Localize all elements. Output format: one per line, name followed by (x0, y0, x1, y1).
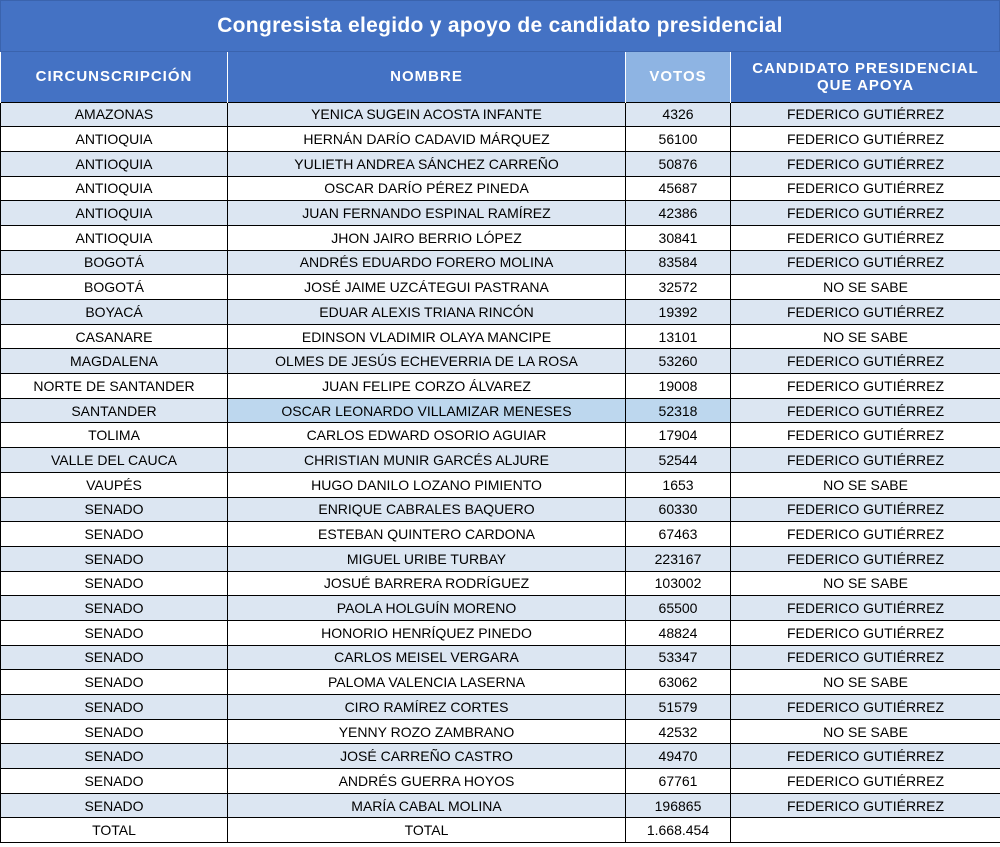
table-row (1, 546, 1000, 571)
cell-nombre[interactable]: OSCAR DARÍO PÉREZ PINEDA (228, 176, 626, 201)
table-row (1, 398, 1000, 423)
cell-nombre[interactable]: MARÍA CABAL MOLINA (228, 793, 626, 818)
table-row (1, 102, 1000, 127)
cell-candidato[interactable]: FEDERICO GUTIÉRREZ (731, 398, 1000, 423)
table-row (1, 719, 1000, 744)
cell-nombre[interactable]: CHRISTIAN MUNIR GARCÉS ALJURE (228, 448, 626, 473)
cell-candidato[interactable]: FEDERICO GUTIÉRREZ (731, 102, 1000, 127)
cell-votos[interactable]: 51579 (626, 695, 731, 720)
cell-circunscripcion[interactable]: SENADO (1, 596, 228, 621)
cell-candidato[interactable]: NO SE SABE (731, 719, 1000, 744)
cell-candidato[interactable]: FEDERICO GUTIÉRREZ (731, 300, 1000, 325)
cell-circunscripcion[interactable]: MAGDALENA (1, 349, 228, 374)
cell-nombre[interactable]: OLMES DE JESÚS ECHEVERRIA DE LA ROSA (228, 349, 626, 374)
table-row (1, 448, 1000, 473)
cell-candidato[interactable]: FEDERICO GUTIÉRREZ (731, 695, 1000, 720)
cell-votos[interactable]: 30841 (626, 225, 731, 250)
cell-nombre[interactable]: ESTEBAN QUINTERO CARDONA (228, 522, 626, 547)
cell-nombre[interactable]: CARLOS MEISEL VERGARA (228, 645, 626, 670)
table-row (1, 497, 1000, 522)
cell-nombre[interactable]: JHON JAIRO BERRIO LÓPEZ (228, 225, 626, 250)
cell-circunscripcion[interactable]: BOGOTÁ (1, 275, 228, 300)
cell-votos[interactable]: 45687 (626, 176, 731, 201)
table-body (1, 102, 1000, 843)
cell-nombre[interactable]: ANDRÉS EDUARDO FORERO MOLINA (228, 250, 626, 275)
cell-candidato[interactable]: FEDERICO GUTIÉRREZ (731, 423, 1000, 448)
cell-candidato[interactable]: FEDERICO GUTIÉRREZ (731, 127, 1000, 152)
cell-nombre[interactable]: OSCAR LEONARDO VILLAMIZAR MENESES (228, 398, 626, 423)
cell-circunscripcion[interactable]: ANTIOQUIA (1, 225, 228, 250)
header-nombre[interactable]: NOMBRE (228, 52, 626, 102)
cell-candidato[interactable]: NO SE SABE (731, 571, 1000, 596)
cell-circunscripcion[interactable]: SENADO (1, 571, 228, 596)
cell-candidato[interactable]: NO SE SABE (731, 324, 1000, 349)
table-row (1, 793, 1000, 818)
cell-votos[interactable]: 223167 (626, 546, 731, 571)
table-row (1, 571, 1000, 596)
cell-votos[interactable]: 4326 (626, 102, 731, 127)
cell-circunscripcion[interactable]: SENADO (1, 497, 228, 522)
cell-circunscripcion[interactable]: SENADO (1, 546, 228, 571)
cell-candidato[interactable]: FEDERICO GUTIÉRREZ (731, 349, 1000, 374)
cell-circunscripcion[interactable]: ANTIOQUIA (1, 176, 228, 201)
cell-circunscripcion[interactable]: VALLE DEL CAUCA (1, 448, 228, 473)
cell-candidato[interactable]: FEDERICO GUTIÉRREZ (731, 769, 1000, 794)
header-circunscripcion[interactable]: CIRCUNSCRIPCIÓN (1, 52, 228, 102)
cell-candidato[interactable]: NO SE SABE (731, 472, 1000, 497)
cell-nombre[interactable]: ANDRÉS GUERRA HOYOS (228, 769, 626, 794)
cell-votos[interactable]: 52544 (626, 448, 731, 473)
cell-nombre[interactable]: CARLOS EDWARD OSORIO AGUIAR (228, 423, 626, 448)
results-table (0, 52, 1000, 843)
cell-circunscripcion[interactable]: SENADO (1, 793, 228, 818)
cell-circunscripcion[interactable]: AMAZONAS (1, 102, 228, 127)
cell-circunscripcion[interactable]: SENADO (1, 769, 228, 794)
header-votos[interactable]: VOTOS (626, 52, 731, 102)
cell-nombre[interactable]: PALOMA VALENCIA LASERNA (228, 670, 626, 695)
header-row (1, 52, 1000, 102)
cell-votos[interactable]: 50876 (626, 151, 731, 176)
cell-circunscripcion[interactable]: ANTIOQUIA (1, 201, 228, 226)
cell-nombre[interactable]: JOSÉ CARREÑO CASTRO (228, 744, 626, 769)
cell-votos[interactable]: 83584 (626, 250, 731, 275)
cell-nombre[interactable]: HERNÁN DARÍO CADAVID MÁRQUEZ (228, 127, 626, 152)
cell-circunscripcion[interactable]: TOLIMA (1, 423, 228, 448)
table-row (1, 324, 1000, 349)
cell-candidato[interactable]: FEDERICO GUTIÉRREZ (731, 596, 1000, 621)
table-row (1, 374, 1000, 399)
cell-nombre[interactable]: JOSÉ JAIME UZCÁTEGUI PASTRANA (228, 275, 626, 300)
cell-nombre[interactable]: YENICA SUGEIN ACOSTA INFANTE (228, 102, 626, 127)
table-row (1, 744, 1000, 769)
cell-votos[interactable]: 17904 (626, 423, 731, 448)
cell-candidato[interactable]: FEDERICO GUTIÉRREZ (731, 225, 1000, 250)
cell-votos[interactable]: 42386 (626, 201, 731, 226)
cell-circunscripcion[interactable]: VAUPÉS (1, 472, 228, 497)
cell-circunscripcion[interactable]: BOYACÁ (1, 300, 228, 325)
cell-votos[interactable]: 196865 (626, 793, 731, 818)
cell-votos[interactable]: 103002 (626, 571, 731, 596)
cell-candidato[interactable]: FEDERICO GUTIÉRREZ (731, 201, 1000, 226)
cell-nombre[interactable]: ENRIQUE CABRALES BAQUERO (228, 497, 626, 522)
table-row (1, 151, 1000, 176)
cell-circunscripcion[interactable]: SENADO (1, 620, 228, 645)
cell-nombre[interactable]: YENNY ROZO ZAMBRANO (228, 719, 626, 744)
total-row (1, 818, 1000, 843)
cell-nombre[interactable]: YULIETH ANDREA SÁNCHEZ CARREÑO (228, 151, 626, 176)
cell-votos[interactable]: 56100 (626, 127, 731, 152)
cell-candidato[interactable]: FEDERICO GUTIÉRREZ (731, 151, 1000, 176)
cell-circunscripcion[interactable]: BOGOTÁ (1, 250, 228, 275)
cell-candidato[interactable]: FEDERICO GUTIÉRREZ (731, 448, 1000, 473)
cell-candidato[interactable]: FEDERICO GUTIÉRREZ (731, 546, 1000, 571)
cell-candidato[interactable]: FEDERICO GUTIÉRREZ (731, 744, 1000, 769)
cell-nombre[interactable]: JOSUÉ BARRERA RODRÍGUEZ (228, 571, 626, 596)
cell-circunscripcion[interactable]: SENADO (1, 522, 228, 547)
cell-candidato[interactable]: NO SE SABE (731, 275, 1000, 300)
table-row (1, 127, 1000, 152)
table-title: Congresista elegido y apoyo de candidato presidencial (0, 0, 1000, 52)
cell-nombre[interactable]: EDINSON VLADIMIR OLAYA MANCIPE (228, 324, 626, 349)
cell-circunscripcion[interactable]: ANTIOQUIA (1, 151, 228, 176)
cell-votos[interactable]: 67761 (626, 769, 731, 794)
header-candidato[interactable]: CANDIDATO PRESIDENCIAL QUE APOYA (731, 52, 1000, 102)
cell-candidato[interactable]: FEDERICO GUTIÉRREZ (731, 645, 1000, 670)
cell-candidato[interactable]: FEDERICO GUTIÉRREZ (731, 497, 1000, 522)
cell-votos[interactable]: 65500 (626, 596, 731, 621)
cell-votos[interactable]: 53260 (626, 349, 731, 374)
cell-nombre[interactable]: JUAN FELIPE CORZO ÁLVAREZ (228, 374, 626, 399)
cell-votos[interactable]: 52318 (626, 398, 731, 423)
cell-votos[interactable]: 48824 (626, 620, 731, 645)
table-row (1, 695, 1000, 720)
cell-nombre[interactable]: HUGO DANILO LOZANO PIMIENTO (228, 472, 626, 497)
cell-circunscripcion[interactable]: SANTANDER (1, 398, 228, 423)
cell-circunscripcion[interactable]: SENADO (1, 695, 228, 720)
cell-votos[interactable]: 1653 (626, 472, 731, 497)
table-row (1, 201, 1000, 226)
cell-circunscripcion[interactable]: SENADO (1, 645, 228, 670)
cell-circunscripcion[interactable]: NORTE DE SANTANDER (1, 374, 228, 399)
cell-candidato[interactable]: NO SE SABE (731, 670, 1000, 695)
cell-circunscripcion[interactable]: CASANARE (1, 324, 228, 349)
cell-circunscripcion[interactable]: ANTIOQUIA (1, 127, 228, 152)
table-row (1, 620, 1000, 645)
cell-votos[interactable]: 19392 (626, 300, 731, 325)
table-row (1, 225, 1000, 250)
table-row (1, 349, 1000, 374)
cell-nombre[interactable]: TOTAL (228, 818, 626, 843)
table-row (1, 670, 1000, 695)
table-row (1, 769, 1000, 794)
table-row (1, 472, 1000, 497)
table-row (1, 522, 1000, 547)
cell-circunscripcion[interactable]: SENADO (1, 719, 228, 744)
cell-nombre[interactable]: EDUAR ALEXIS TRIANA RINCÓN (228, 300, 626, 325)
cell-votos[interactable]: 60330 (626, 497, 731, 522)
cell-candidato[interactable]: FEDERICO GUTIÉRREZ (731, 250, 1000, 275)
cell-candidato[interactable]: FEDERICO GUTIÉRREZ (731, 793, 1000, 818)
cell-nombre[interactable]: JUAN FERNANDO ESPINAL RAMÍREZ (228, 201, 626, 226)
cell-candidato[interactable]: FEDERICO GUTIÉRREZ (731, 620, 1000, 645)
cell-votos[interactable]: 42532 (626, 719, 731, 744)
table-row (1, 300, 1000, 325)
cell-votos[interactable]: 1.668.454 (626, 818, 731, 843)
cell-candidato[interactable] (731, 818, 1000, 843)
table-row (1, 176, 1000, 201)
cell-votos[interactable]: 67463 (626, 522, 731, 547)
table-row (1, 275, 1000, 300)
cell-candidato[interactable]: FEDERICO GUTIÉRREZ (731, 522, 1000, 547)
cell-votos[interactable]: 32572 (626, 275, 731, 300)
cell-votos[interactable]: 13101 (626, 324, 731, 349)
cell-candidato[interactable]: FEDERICO GUTIÉRREZ (731, 176, 1000, 201)
cell-votos[interactable]: 49470 (626, 744, 731, 769)
cell-nombre[interactable]: PAOLA HOLGUÍN MORENO (228, 596, 626, 621)
table-row (1, 423, 1000, 448)
cell-votos[interactable]: 19008 (626, 374, 731, 399)
table-row (1, 645, 1000, 670)
cell-votos[interactable]: 63062 (626, 670, 731, 695)
table-row (1, 250, 1000, 275)
cell-nombre[interactable]: HONORIO HENRÍQUEZ PINEDO (228, 620, 626, 645)
cell-nombre[interactable]: CIRO RAMÍREZ CORTES (228, 695, 626, 720)
cell-circunscripcion[interactable]: TOTAL (1, 818, 228, 843)
cell-votos[interactable]: 53347 (626, 645, 731, 670)
cell-nombre[interactable]: MIGUEL URIBE TURBAY (228, 546, 626, 571)
cell-candidato[interactable]: FEDERICO GUTIÉRREZ (731, 374, 1000, 399)
cell-circunscripcion[interactable]: SENADO (1, 744, 228, 769)
table-row (1, 596, 1000, 621)
cell-circunscripcion[interactable]: SENADO (1, 670, 228, 695)
